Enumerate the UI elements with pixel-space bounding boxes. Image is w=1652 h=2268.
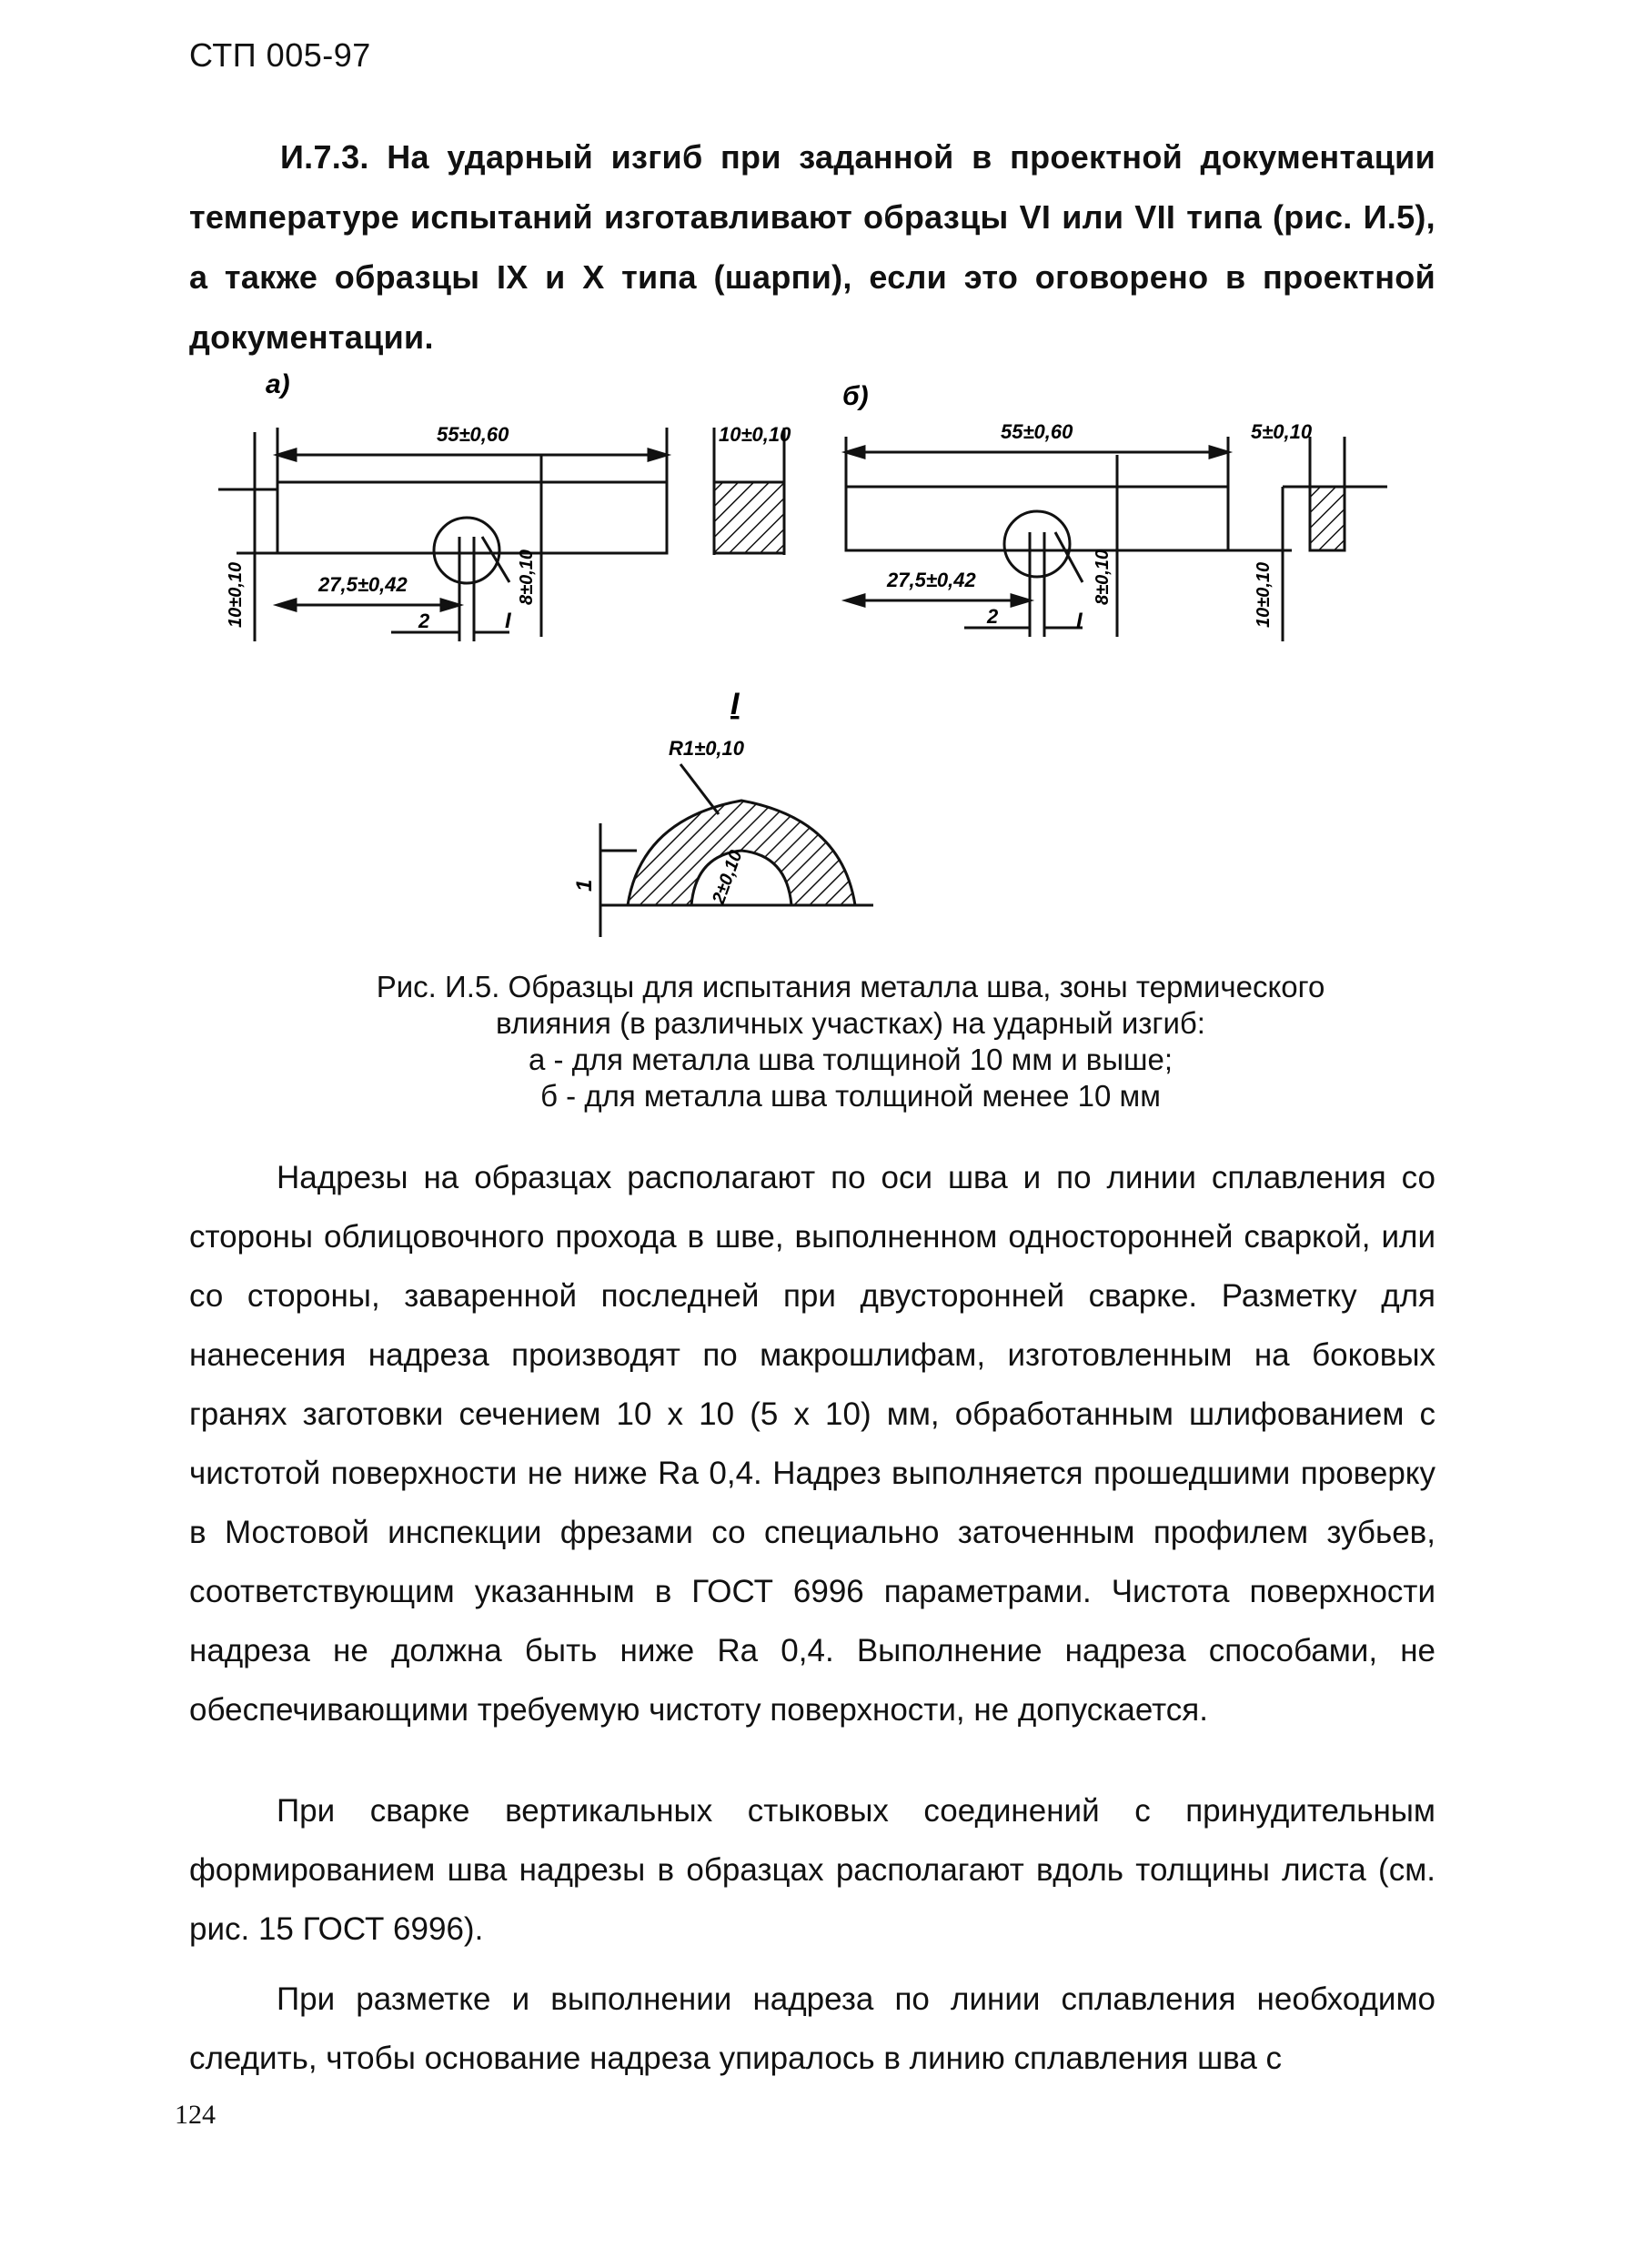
b-notch-position-dim: 27,5±0,42 [887, 569, 976, 591]
page-number: 124 [175, 2100, 216, 2130]
b-detail-ref: I [1076, 609, 1083, 633]
figure-b-label: б) [842, 381, 869, 411]
detail-title: I [730, 687, 740, 721]
specimen-a-drawing [218, 428, 667, 641]
b-notch-width-dim: 2 [987, 605, 999, 628]
b-notch-depth-dim: 8±0,10 [1093, 549, 1113, 605]
b-height-dim: 10±0,10 [1254, 561, 1274, 628]
specimen-figure [0, 355, 1652, 955]
body-paragraph-notches: Надрезы на образцах располагают по оси шва и по линии сплавления со стороны облицовочного прохода в шве, выполненном односторонней сваркой, или со стороны, заваренной последней при двусторонней сварке. Разметку для нанесения надреза производят по макрошлифам, изготовленным на боковых гранях заготовки сечением 10 х 10 (5 х 10) мм, обработанным шлифованием с чистотой поверхности не ниже Ra 0,4. Надрез выполняется прошедшими проверку в Мостовой инспекции фрезами со специально заточенным профилем зубьев, соответствующим указанным в ГОСТ 6996 параметрами. Чистота поверхности надреза не должна быть ниже Ra 0,4. Выполнение надреза способами, не обеспечивающими требуемую чистоту поверхности, не допускается. [189, 1160, 1435, 1728]
caption-line-3: а - для металла шва толщиной 10 мм и выше; [528, 1043, 1174, 1076]
a-width-dim: 10±0,10 [719, 423, 791, 446]
body-paragraph-vertical-joints: При сварке вертикальных стыковых соединений с принудительным формированием шва надрезы в образцах располагают вдоль толщины листа (см. рис. 15 ГОСТ 6996). [189, 1793, 1435, 1947]
figure-caption [327, 969, 1374, 1114]
detail-radius-dim: R1±0,10 [669, 737, 745, 760]
caption-line-1: Рис. И.5. Образцы для испытания металла шва, зоны термического [376, 970, 1325, 1003]
a-detail-ref: I [505, 609, 511, 633]
a-height-dim: 10±0,10 [226, 561, 246, 628]
b-width-dim: 5±0,10 [1251, 420, 1313, 443]
b-length-dim: 55±0,60 [1001, 420, 1073, 443]
document-code-header: СТП 005-97 [189, 36, 371, 74]
a-notch-position-dim: 27,5±0,42 [318, 573, 408, 596]
figure-a-label: а) [266, 369, 290, 399]
a-notch-depth-dim: 8±0,10 [517, 549, 537, 605]
notch-detail-drawing [600, 764, 873, 937]
specimen-b-drawing [846, 437, 1292, 641]
detail-depth-dim: 2±0,10 [709, 847, 747, 907]
body-paragraph-fusion-line: При разметке и выполнении надреза по линии сплавления необходимо следить, чтобы основание надреза упиралось в линию сплавления шва с [189, 1981, 1435, 2076]
a-length-dim: 55±0,60 [437, 423, 509, 446]
caption-line-4: б - для металла шва толщиной менее 10 мм [540, 1079, 1161, 1113]
specimen-b-cross-section [1283, 437, 1387, 550]
detail-size-dim: 1 [572, 879, 597, 892]
a-notch-width-dim: 2 [418, 610, 430, 632]
caption-line-2: влияния (в различных участках) на ударный изгиб: [496, 1006, 1205, 1040]
intro-paragraph: И.7.3. На ударный изгиб при заданной в проектной документации температуре испытаний изготавливают образцы VI или VII типа (рис. И.5), а также образцы IX и X типа (шарпи), если это оговорено в проектной документации. [189, 138, 1435, 356]
specimen-a-cross-section [714, 428, 784, 555]
